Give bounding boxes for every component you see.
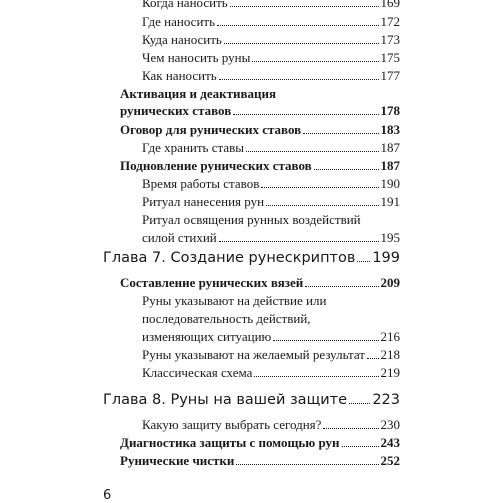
toc-entry-page: 183 — [380, 122, 400, 137]
toc-entry-page: 218 — [380, 347, 400, 362]
toc-entry-hranit — [142, 140, 400, 156]
toc-entry-title: Куда наносить — [142, 32, 222, 47]
chapter-title: Глава 7. Создание рунескриптов — [103, 250, 356, 266]
toc-entry-page: 187 — [380, 158, 400, 173]
chapter-page: 223 — [372, 392, 400, 408]
toc-entry-title: Где наносить — [142, 14, 216, 29]
toc-entry-page: 191 — [380, 194, 400, 209]
dot-leader — [314, 169, 379, 170]
toc-entry-title: Ритуал нанесения рун — [142, 194, 265, 209]
toc-entry-title: Где хранить ставы — [142, 140, 244, 155]
toc-entry-title: Диагностика защиты с помощью рун — [120, 435, 340, 450]
dot-leader — [236, 464, 378, 465]
dot-leader — [367, 358, 379, 359]
toc-entry-page: 195 — [380, 230, 400, 245]
toc-entry-title: Подновление рунических ставов — [120, 158, 312, 173]
toc-entry-diagnostika — [120, 435, 400, 451]
toc-entry-title-line2: последовательность действий, — [142, 311, 311, 326]
toc-entry-page: 172 — [380, 14, 400, 29]
toc-chapter-8 — [103, 391, 400, 409]
toc-entry-chistki — [120, 453, 400, 469]
dot-leader — [261, 187, 378, 188]
toc-entry-kuda — [142, 32, 400, 48]
dot-leader — [233, 114, 378, 115]
toc-entry-page: 190 — [380, 176, 400, 191]
dot-leader — [266, 205, 378, 206]
chapter-title: Глава 8. Руны на вашей защите — [103, 392, 348, 408]
toc-entry-kakuyu — [142, 417, 400, 433]
dot-leader — [217, 25, 378, 26]
toc-entry-page: 230 — [380, 417, 400, 432]
toc-entry-ritual-osvyascheniya — [142, 230, 400, 246]
chapter-page: 199 — [372, 250, 400, 266]
toc-entry-title: Руны указывают на желаемый результат — [142, 347, 365, 362]
toc-entry-title: Чем наносить руны — [142, 50, 251, 65]
toc-entry-page: 175 — [380, 50, 400, 65]
toc-entry-kak — [142, 68, 400, 84]
dot-leader — [219, 79, 379, 80]
toc-entry-page: 178 — [380, 103, 400, 118]
toc-entry-page: 219 — [380, 365, 400, 380]
toc-entry-sostavlenie — [120, 275, 400, 291]
toc-entry-page: 169 — [380, 0, 400, 10]
toc-entry-title-line1: Ритуал освящения рунных воздействий — [142, 212, 361, 227]
toc-entry-page: 252 — [380, 453, 400, 468]
dot-leader — [303, 133, 378, 134]
toc-entry-runy-rezultat — [142, 347, 400, 363]
toc-entry-page: 209 — [380, 275, 400, 290]
toc-chapter-7 — [103, 249, 400, 267]
dot-leader — [254, 376, 378, 377]
toc-entry-klassicheskaya — [142, 365, 400, 381]
toc-entry-title: Как наносить — [142, 68, 217, 83]
dot-leader — [219, 241, 379, 242]
toc-entry-title-line3: изменяющих ситуацию — [142, 329, 272, 344]
toc-entry-kogda — [142, 0, 400, 11]
dot-leader — [342, 446, 379, 447]
toc-entry-runy-deystvie — [142, 329, 400, 345]
toc-entry-page: 187 — [380, 140, 400, 155]
dot-leader — [230, 6, 379, 7]
toc-entry-title-line1: Руны указывают на действие или — [142, 293, 327, 308]
toc-entry-ritual-naneseniya — [142, 194, 400, 210]
toc-entry-title-line2: силой стихий — [142, 230, 217, 245]
toc-entry-title: Когда наносить — [142, 0, 228, 10]
dot-leader — [349, 403, 370, 404]
dot-leader — [273, 340, 378, 341]
toc-entry-title: Оговор для рунических ставов — [120, 122, 302, 137]
page-number: 6 — [103, 488, 112, 503]
toc-entry-page: 173 — [380, 32, 400, 47]
dot-leader — [323, 428, 378, 429]
toc-entry-page: 177 — [380, 68, 400, 83]
toc-entry-title: Какую защиту выбрать сегодня? — [142, 417, 322, 432]
toc-entry-title: Рунические чистки — [120, 453, 235, 468]
toc-entry-page: 216 — [380, 329, 400, 344]
toc-entry-title: Составление рунических вязей — [120, 275, 304, 290]
toc-entry-title: Классическая схема — [142, 365, 253, 380]
toc-entry-chem — [142, 50, 400, 66]
toc-entry-title: Время работы ставов — [142, 176, 260, 191]
toc-entry-page: 243 — [380, 435, 400, 450]
dot-leader — [224, 43, 379, 44]
toc-entry-title-line2: рунических ставов — [120, 103, 232, 118]
dot-leader — [357, 261, 370, 262]
toc-entry-title-line1: Активация и деактивация — [120, 86, 277, 101]
dot-leader — [246, 151, 379, 152]
toc-entry-aktivaciya — [120, 103, 400, 119]
dot-leader — [305, 286, 378, 287]
toc-entry-gde — [142, 14, 400, 30]
toc-entry-podnovlenie — [120, 158, 400, 174]
toc-entry-vremya — [142, 176, 400, 192]
dot-leader — [252, 61, 378, 62]
toc-entry-ogovor — [120, 122, 400, 138]
